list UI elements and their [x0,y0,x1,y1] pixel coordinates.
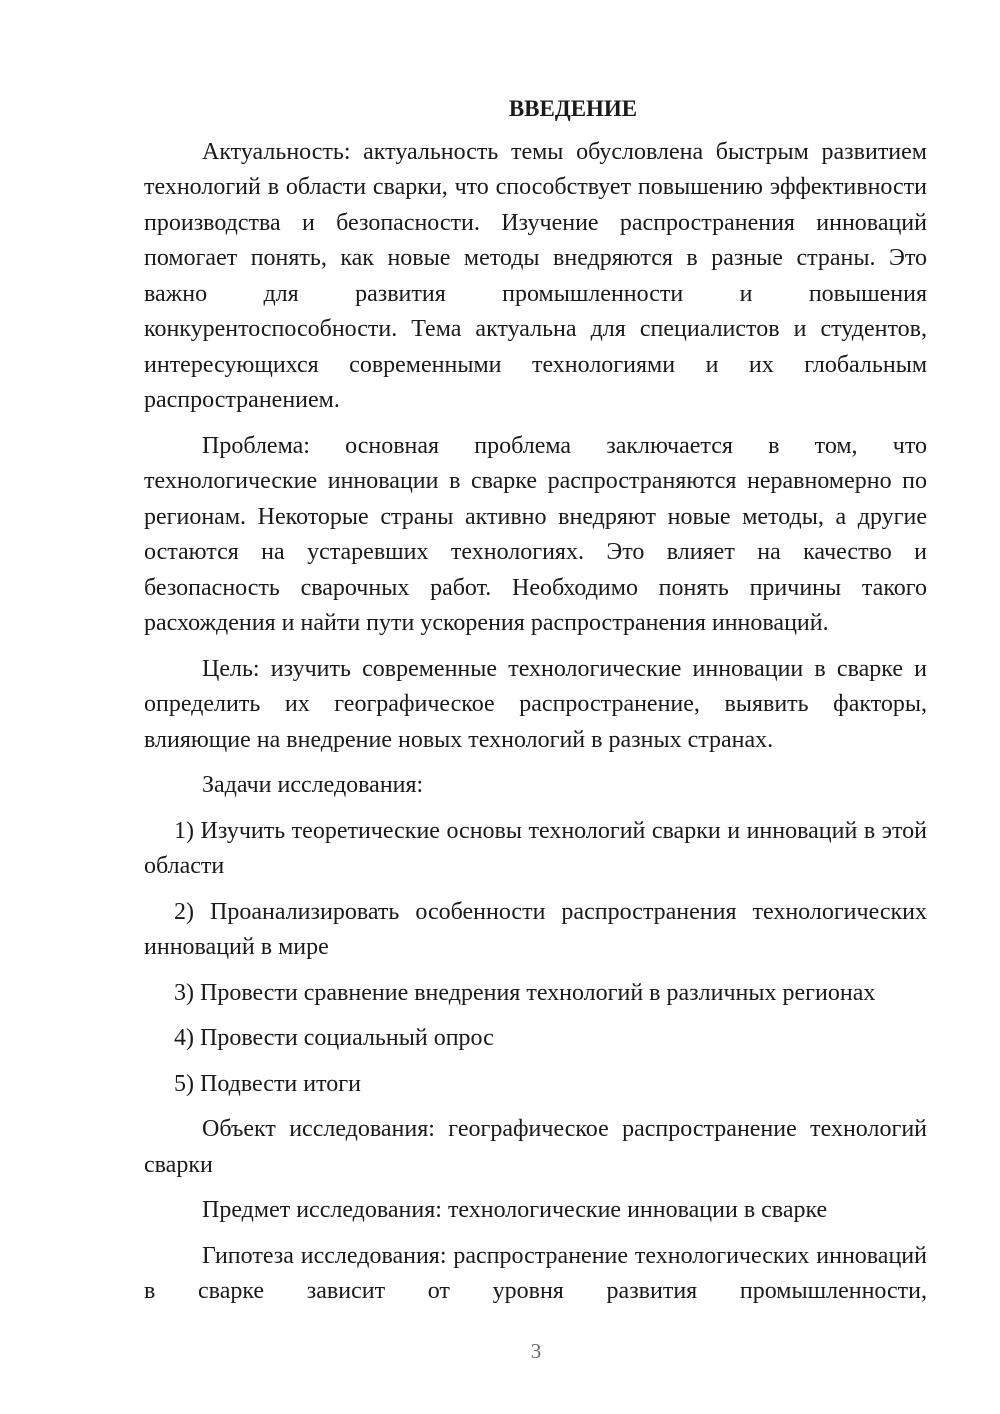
task-item: 2) Проанализировать особенности распространения технологических инноваций в мире [144,898,927,960]
task-item: 1) Изучить теоретические основы технологий сварки и инноваций в этой области [144,817,927,879]
tasks-title: Задачи исследования: [202,772,424,798]
task-item: 4) Провести социальный опрос [174,1025,494,1051]
page-content [144,91,927,1310]
paragraph-object: Объект исследования: географическое распространение технологий сварки [144,1116,927,1178]
paragraph-goal: Цель: изучить современные технологические инновации в сварке и определить их географическое распространение, выявить факторы, влияющие на внедрение новых технологий в разных странах. [144,655,927,753]
paragraph-problem: Проблема: основная проблема заключается в том, что технологические инновации в сварке распространяются неравномерно по регионам. Некоторые страны активно внедряют новые методы, а другие остаются на устаревших технологиях. Это влияет на качество и безопасность сварочных работ. Необходимо понять причины такого расхождения и найти пути ускорения распространения инноваций. [144,432,927,636]
task-item: 5) Подвести итоги [174,1070,361,1097]
page-heading: ВВЕДЕНИЕ [508,96,638,121]
paragraph-subject: Предмет исследования: технологические инновации в сварке [202,1197,828,1223]
page-number: 3 [530,1339,542,1363]
paragraph-hypothesis: Гипотеза исследования: распространение технологических инноваций в сварке зависит от уровня развития промышленности, [144,1242,927,1304]
task-item: 3) Провести сравнение внедрения технологий в различных регионах [174,979,876,1006]
paragraph-relevance: Актуальность: актуальность темы обусловлена быстрым развитием технологий в области сварки, что способствует повышению эффективности производства и безопасности. Изучение распространения инноваций помогает понять, как новые методы внедряются в разные страны. Это важно для развития промышленности и повышения конкурентоспособности. Тема актуальна для специалистов и студентов, интересующихся современными технологиями и их глобальным распространением. [144,138,927,413]
